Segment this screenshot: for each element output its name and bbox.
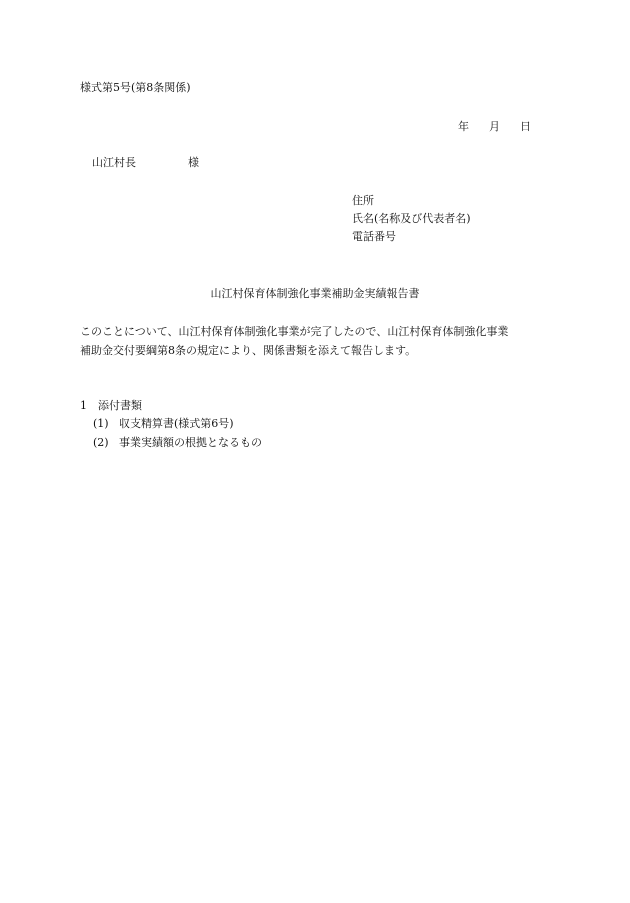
attachment-item-label: 事業実績額の根拠となるもの (119, 436, 262, 449)
document-title: 山江村保育体制強化事業補助金実績報告書 (210, 287, 420, 300)
attachment-item-number: (1) (93, 417, 109, 430)
attachments-heading-number: 1 (80, 399, 87, 412)
date-day-label: 日 (520, 120, 531, 133)
body-text-line-2: 補助金交付要綱第8条の規定により、関係書類を添えて報告します。 (80, 344, 417, 357)
addressee (92, 157, 199, 168)
attachment-item-label: 収支精算書(様式第6号) (119, 417, 234, 430)
date-year-label: 年 (458, 120, 469, 133)
attachments-heading-label: 添付書類 (98, 399, 142, 412)
date-line (458, 121, 531, 132)
attachment-item (93, 418, 234, 429)
body-text-line-1: このことについて、山江村保育体制強化事業が完了したので、山江村保育体制強化事業 (80, 325, 509, 338)
attachment-item (93, 437, 262, 448)
applicant-name-label: 氏名(名称及び代表者名) (352, 212, 471, 225)
attachments-heading (80, 400, 142, 411)
applicant-address-label: 住所 (352, 194, 374, 207)
addressee-honorific: 様 (188, 156, 199, 169)
applicant-phone-label: 電話番号 (352, 230, 396, 243)
date-month-label: 月 (489, 120, 500, 133)
attachment-item-number: (2) (93, 436, 109, 449)
form-number: 様式第5号(第8条関係) (80, 81, 191, 94)
addressee-name: 山江村長 (92, 156, 136, 169)
